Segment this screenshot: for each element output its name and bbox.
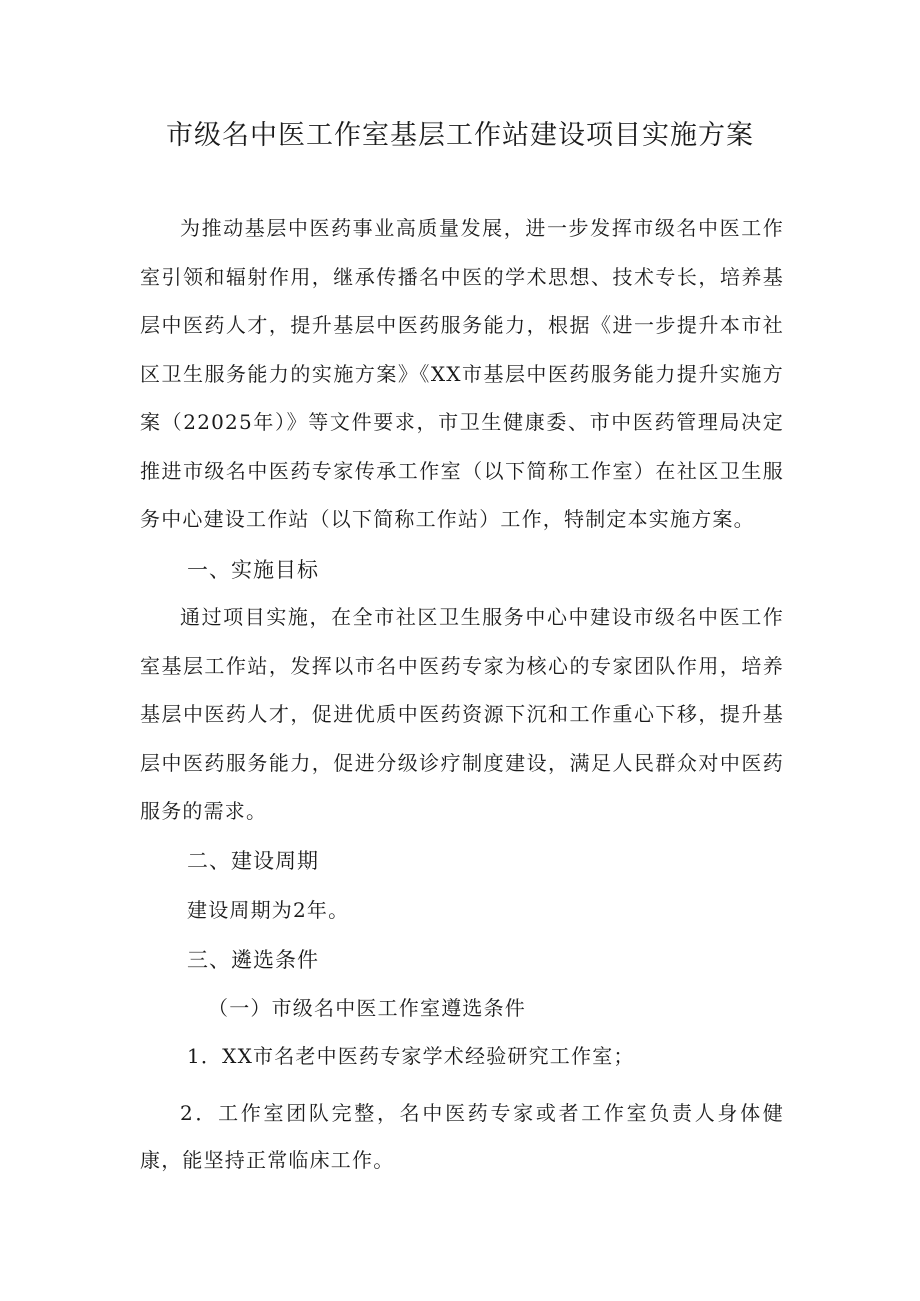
section-text-goals: 通过项目实施，在全市社区卫生服务中心中建设市级名中医工作室基层工作站，发挥以市名中医药专家为核心的专家团队作用，培养基层中医药人才，促进优质中医药资源下沉和工作重心下移，提升基层中医药服务能力，促进分级诊疗制度建设，满足人民群众对中医药服务的需求。: [140, 605, 784, 823]
section-text-period: 建设周期为2年。: [187, 898, 350, 922]
section-heading-period: 二、建设周期: [187, 849, 319, 873]
document-title: 市级名中医工作室基层工作站建设项目实施方案: [166, 120, 754, 151]
section-heading-goals: 一、实施目标: [187, 558, 319, 582]
criteria-item: 1．XX市名老中医药专家学术经验研究工作室；: [187, 1044, 635, 1068]
criteria-item: 2．工作室团队完整，名中医药专家或者工作室负责人身体健康，能坚持正常临床工作。: [140, 1101, 784, 1172]
intro-paragraph: 为推动基层中医药事业高质量发展，进一步发挥市级名中医工作室引领和辐射作用，继承传播名中医的学术思想、技术专长，培养基层中医药人才，提升基层中医药服务能力，根据《进一步提升本市社区卫生服务能力的实施方案》《XX市基层中医药服务能力提升实施方案（22025年）》等文件要求，市卫生健康委、市中医药管理局决定推进市级名中医药专家传承工作室（以下简称工作室）在社区卫生服务中心建设工作站（以下简称工作站）工作，特制定本实施方案。: [140, 216, 784, 531]
section-heading-criteria: 三、遴选条件: [187, 948, 319, 972]
subsection-heading-studio-criteria: （一）市级名中医工作室遵选条件: [208, 996, 526, 1020]
